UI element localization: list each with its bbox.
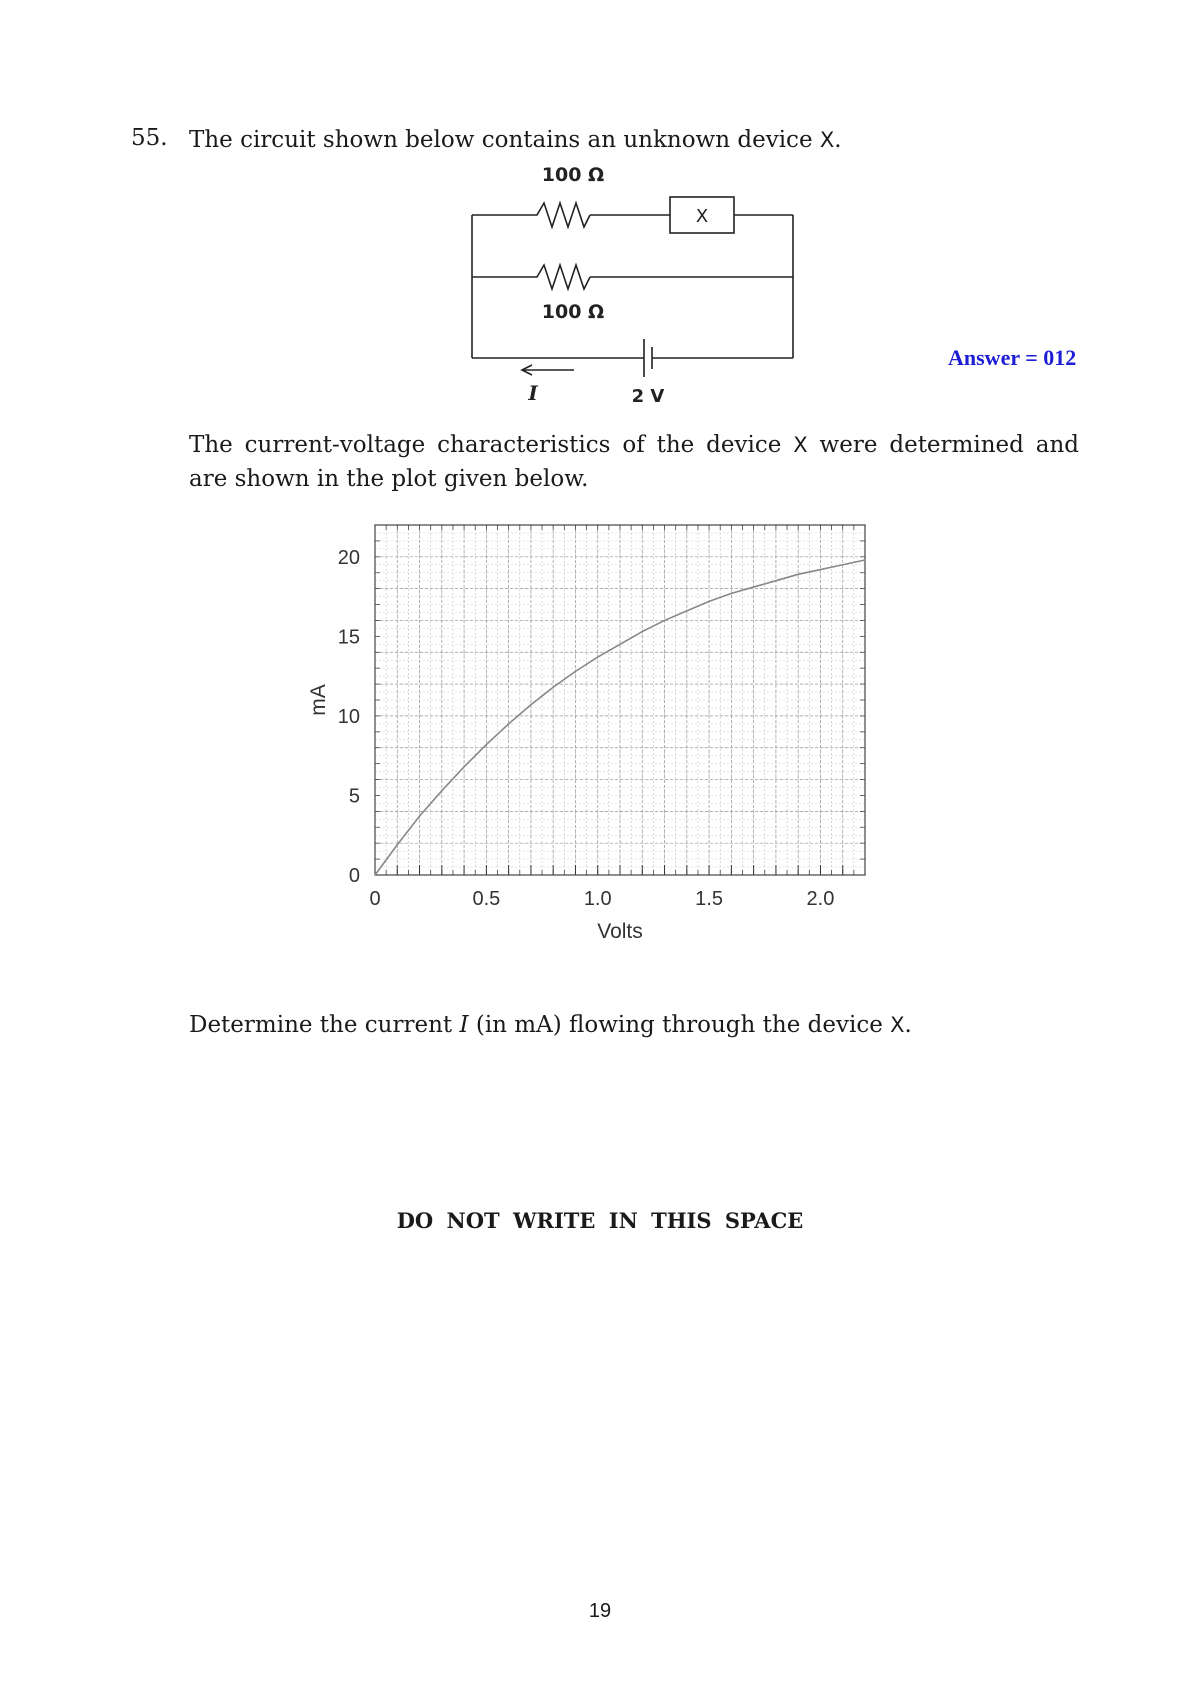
circuit-diagram <box>460 155 820 415</box>
resistor-top-label: 100 Ω <box>541 164 605 186</box>
y-tick-label: 20 <box>337 546 360 569</box>
paragraph-part1: The current-voltage characteristics of the device <box>189 432 794 458</box>
intro-text: The circuit shown below contains an unknown device <box>189 127 820 153</box>
determine-part2: (in mA) flowing through the device <box>468 1012 891 1038</box>
x-axis-label: Volts <box>597 920 643 943</box>
y-tick-label: 10 <box>337 705 360 728</box>
intro-end: . <box>834 127 842 153</box>
y-tick-label: 0 <box>348 865 360 887</box>
top-resistor <box>532 203 590 227</box>
device-x-label: X <box>695 206 709 227</box>
battery-label: 2 V <box>631 386 665 407</box>
paragraph-part2: were determined and are shown in the plot given below. <box>189 432 1079 492</box>
x-tick-label: 0.5 <box>472 888 501 910</box>
x-tick-labels <box>369 888 834 910</box>
y-tick-label: 5 <box>348 785 360 808</box>
question-number: 55. <box>131 125 168 151</box>
y-tick-labels <box>338 547 360 887</box>
current-label: I <box>528 381 538 405</box>
iv-chart <box>307 510 960 990</box>
x-tick-label: 0 <box>369 888 381 910</box>
y-axis-label: mA <box>307 684 330 716</box>
do-not-write-notice: DO NOT WRITE IN THIS SPACE <box>396 1208 804 1233</box>
x-tick-label: 2.0 <box>806 888 835 910</box>
resistor-bottom-label: 100 Ω <box>541 301 605 323</box>
x-tick-label: 1.0 <box>583 888 612 910</box>
question-intro <box>189 127 842 153</box>
current-symbol: I <box>459 1012 469 1038</box>
determine-part3: . <box>904 1012 912 1038</box>
determine-prompt <box>189 1012 912 1038</box>
y-tick-label: 15 <box>337 626 360 649</box>
x-tick-label: 1.5 <box>695 888 723 910</box>
device-symbol: X <box>819 128 835 152</box>
bottom-resistor <box>532 265 590 289</box>
answer-annotation: Answer = 012 <box>948 345 1077 370</box>
determine-part1: Determine the current <box>189 1012 460 1038</box>
question-paragraph <box>189 428 1079 496</box>
determine-device-symbol: X <box>890 1013 905 1037</box>
page-number: 19 <box>588 1600 612 1622</box>
paragraph-device-symbol: X <box>793 433 808 457</box>
